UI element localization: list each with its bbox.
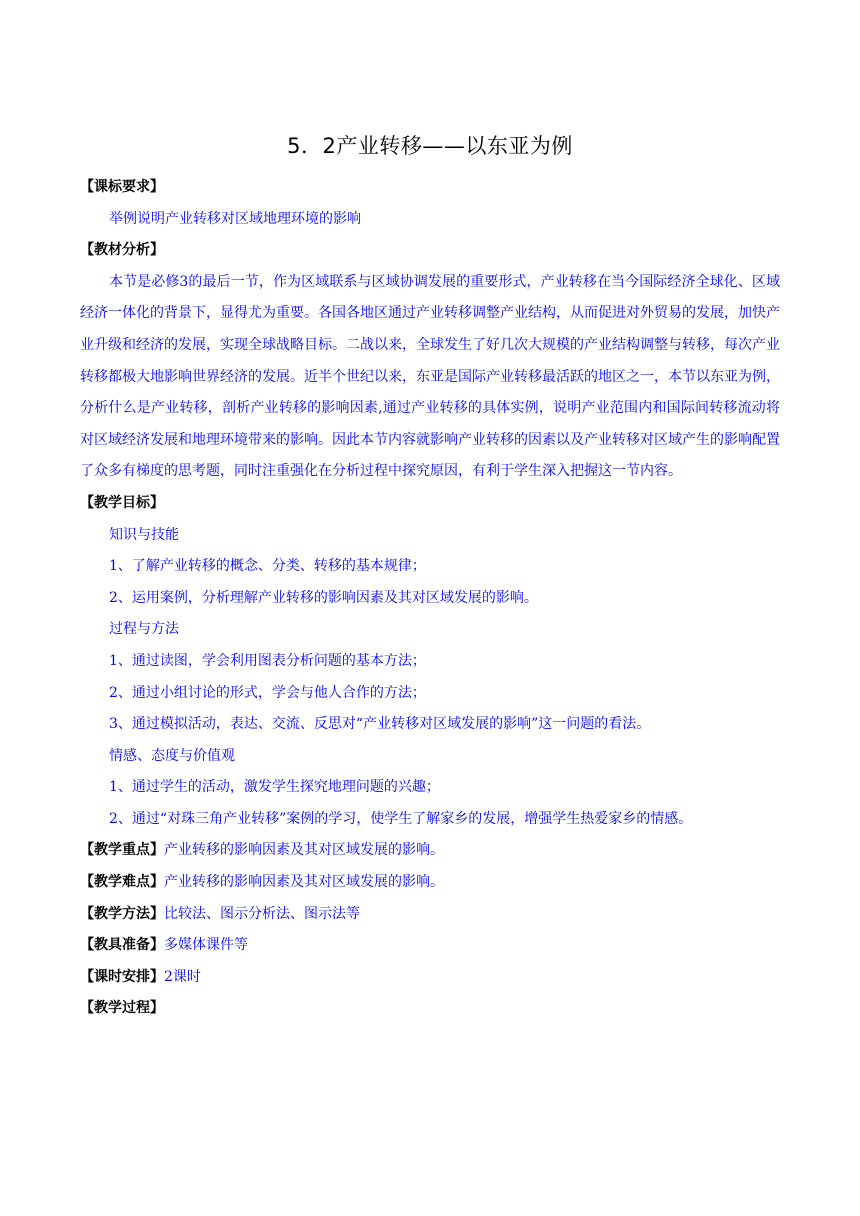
- section-jiaoju: [80, 930, 780, 962]
- keshi-text: 2课时: [164, 968, 201, 985]
- nandian-text: 产业转移的影响因素及其对区域发展的影响。: [164, 874, 444, 891]
- heading-text: 【教学重点】: [80, 842, 164, 859]
- qinggan-item-2: 2、通过“对珠三角产业转移”案例的学习，使学生了解家乡的发展，增强学生热爱家乡的情感。: [109, 810, 693, 827]
- heading-text: 【教学方法】: [80, 905, 164, 922]
- page-title: 5．2产业转移——以东亚为例: [287, 134, 573, 158]
- heading-text: 【教学难点】: [80, 874, 164, 891]
- guocheng-label: 过程与方法: [109, 621, 179, 638]
- heading-text: 【教学目标】: [80, 494, 164, 511]
- heading-text: 【课标要求】: [80, 179, 164, 195]
- qinggan-item-1: 1、通过学生的活动，激发学生探究地理问题的兴趣；: [109, 779, 440, 796]
- heading-text: 【课时安排】: [80, 968, 164, 985]
- section-fangfa: [80, 899, 780, 931]
- jiaocai-paragraph: 本节是必修3的最后一节，作为区域联系与区域协调发展的重要形式，产业转移在当今国际经济全球化、区域经济一体化的背景下，显得尤为重要。各国各地区通过产业转移调整产业结构，从而促进对外贸易的发展，加快产业升级和经济的发展，实现全球战略目标。二战以来，全球发生了好几次大规模的产业结构调整与转移，每次产业转移都极大地影响世界经济的发展。近半个世纪以来，东亚是国际产业转移最活跃的地区之一，本节以东亚为例，分析什么是产业转移，剖析产业转移的影响因素,通过产业转移的具体实例，说明产业范围内和国际间转移流动将对区域经济发展和地理环境带来的影响。因此本节内容就影响产业转移的因素以及产业转移对区域产生的影响配置了众多有梯度的思考题，同时注重强化在分析过程中探究原因，有利于学生深入把握这一节内容。: [80, 273, 780, 480]
- section-heading-jiaocai: [80, 235, 780, 267]
- zhishi-item-2: 2、运用案例，分析理解产业转移的影响因素及其对区域发展的影响。: [109, 589, 538, 606]
- guocheng-item-3: 3、通过模拟活动，表达、交流、反思对“产业转移对区域发展的影响”这一问题的看法。: [109, 716, 651, 733]
- kebiao-text: 举例说明产业转移对区域地理环境的影响: [109, 210, 361, 227]
- guocheng-item-1: 1、通过读图，学会利用图表分析问题的基本方法；: [109, 652, 426, 669]
- section-keshi: [80, 962, 780, 994]
- jiaoju-text: 多媒体课件等: [164, 937, 248, 954]
- zhongdian-text: 产业转移的影响因素及其对区域发展的影响。: [164, 842, 444, 859]
- guocheng-item-2: 2、通过小组讨论的形式，学会与他人合作的方法；: [109, 684, 426, 701]
- heading-text: 【教材分析】: [80, 242, 164, 259]
- heading-text: 【教具准备】: [80, 937, 164, 954]
- qinggan-label: 情感、态度与价值观: [109, 747, 235, 764]
- section-heading-kebiao: [80, 172, 780, 204]
- section-heading-guocheng: [80, 993, 780, 1025]
- zhishi-item-1: 1、了解产业转移的概念、分类、转移的基本规律；: [109, 558, 426, 575]
- zhishi-label: 知识与技能: [109, 526, 179, 543]
- document-body: [80, 172, 780, 1025]
- section-zhongdian: [80, 835, 780, 867]
- fangfa-text: 比较法、图示分析法、图示法等: [164, 905, 360, 922]
- section-heading-mubiao: [80, 488, 780, 520]
- heading-text: 【教学过程】: [80, 1000, 164, 1017]
- section-nandian: [80, 867, 780, 899]
